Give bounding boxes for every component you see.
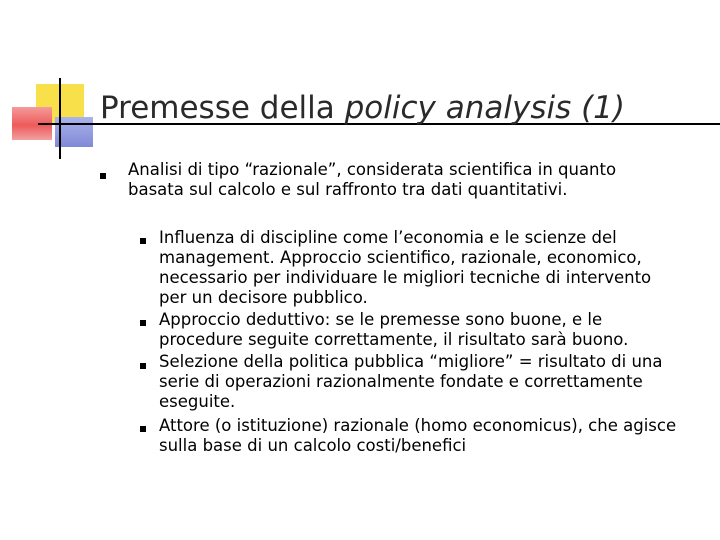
sub-bullet-text: Selezione della politica pubblica “migliore” = risultato di una serie di operazioni razionalmente fondate e correttamente eseguite. (159, 352, 663, 411)
bullet-square-icon (140, 363, 146, 369)
title-vertical-rule (59, 78, 61, 159)
bullet-square-icon (100, 173, 106, 179)
title-prefix: Premesse della (100, 90, 345, 126)
sub-bullet-text: Approccio deduttivo: se le premesse sono buone, e le procedure seguite correttamente, il risultato sarà buono. (159, 310, 629, 349)
bullet-square-icon (140, 238, 146, 244)
bullet-level1-text: Analisi di tipo “razionale”, considerata scientifica in quanto basata sul calcolo e sul raffronto tra dati quantitativi. (128, 160, 617, 199)
slide-title (100, 88, 625, 128)
bullet-square-icon (140, 320, 146, 326)
sub-bullet-text: Influenza di discipline come l’economia e le scienze del management. Approccio scientifico, razionale, economico, necessario per individuare le migliori tecniche di intervento per un decisore pubblico. (159, 228, 652, 307)
title-italic: policy analysis (1) (344, 90, 626, 126)
bullet-square-icon (140, 426, 146, 432)
sub-bullet-text: Attore (o istituzione) razionale (homo economicus), che agisce sulla base di un calcolo costi/benefici (159, 416, 677, 455)
